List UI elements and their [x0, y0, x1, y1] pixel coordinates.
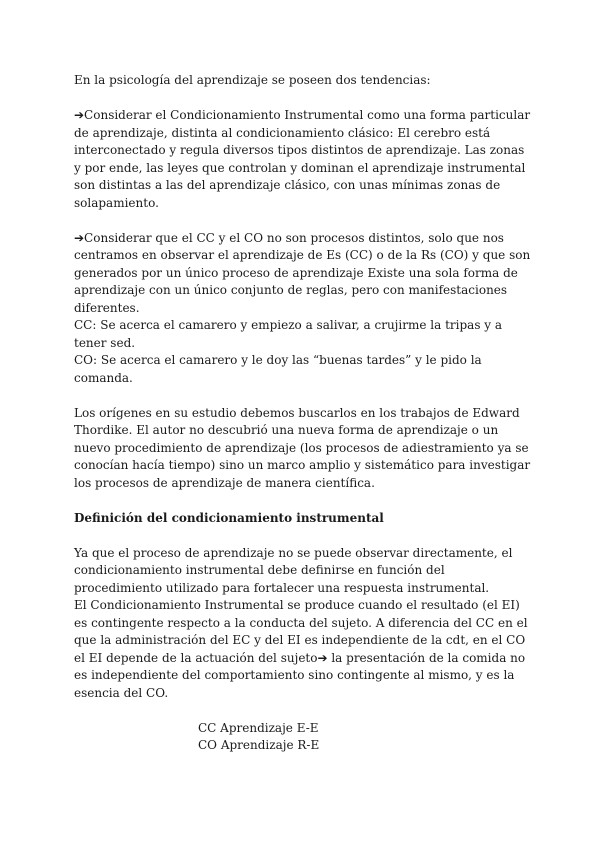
definition-paragraph-2: El Condicionamiento Instrumental se produce cuando el resultado (el EI) es contingente respecto a la conducta del sujeto. A diferencia del CC en el que la administración del EC y del EI es independiente de la cdt, en el CO el EI depende de la actuación del sujeto➔ la presentación de la comida no es independiente del comportamiento sino contingente al mismo, y es la esencia del CO. [74, 598, 528, 700]
tendency-1-paragraph: ➔Considerar el Condicionamiento Instrumental como una forma particular de aprendizaje, distinta al condicionamiento clásico: El cerebro está interconectado y regula diversos tipos distintos de aprendizaje. Las zonas y por ende, las leyes que controlan y dominan el aprendizaje instrumental son distintas a las del aprendizaje clásico, con unas mínimas zonas de solapamiento. [74, 108, 531, 210]
spacer [74, 492, 534, 510]
section-heading: Definición del condicionamiento instrumental [74, 510, 384, 525]
example-cc-line: CC: Se acerca el camarero y empiezo a salivar, a crujirme la tripas y a tener sed. [74, 318, 503, 350]
summary-cc-line: CC Aprendizaje E-E [198, 720, 319, 735]
spacer [74, 90, 534, 108]
definition-paragraph-1: Ya que el proceso de aprendizaje no se puede observar directamente, el condicionamiento instrumental debe definirse en función del procedimiento utilizado para fortalecer una respuesta instrumental. [74, 545, 513, 595]
origins-paragraph: Los orígenes en su estudio debemos buscarlos en los trabajos de Edward Thordike. El autor no descubrió una nueva forma de aprendizaje o un nuevo procedimiento de aprendizaje (los procesos de adiestramiento ya se conocían hacía tiempo) sino un marco amplio y sistemático para investigar los procesos de aprendizaje de manera científica. [74, 405, 531, 490]
document-body [74, 72, 534, 755]
spacer [74, 212, 534, 230]
spacer [74, 702, 534, 720]
spacer [74, 387, 534, 405]
spacer [74, 527, 534, 545]
tendency-2-paragraph: ➔Considerar que el CC y el CO no son procesos distintos, solo que nos centramos en observar el aprendizaje de Es (CC) o de la Rs (CO) y que son generados por un único proceso de aprendizaje Existe una sola forma de aprendizaje con un único conjunto de reglas, pero con manifestaciones diferentes. [74, 230, 531, 315]
summary-co-line: CO Aprendizaje R-E [198, 738, 320, 752]
intro-paragraph: En la psicología del aprendizaje se poseen dos tendencias: [74, 73, 431, 87]
example-co-line: CO: Se acerca el camarero y le doy las “buenas tardes” y le pido la comanda. [74, 353, 482, 385]
